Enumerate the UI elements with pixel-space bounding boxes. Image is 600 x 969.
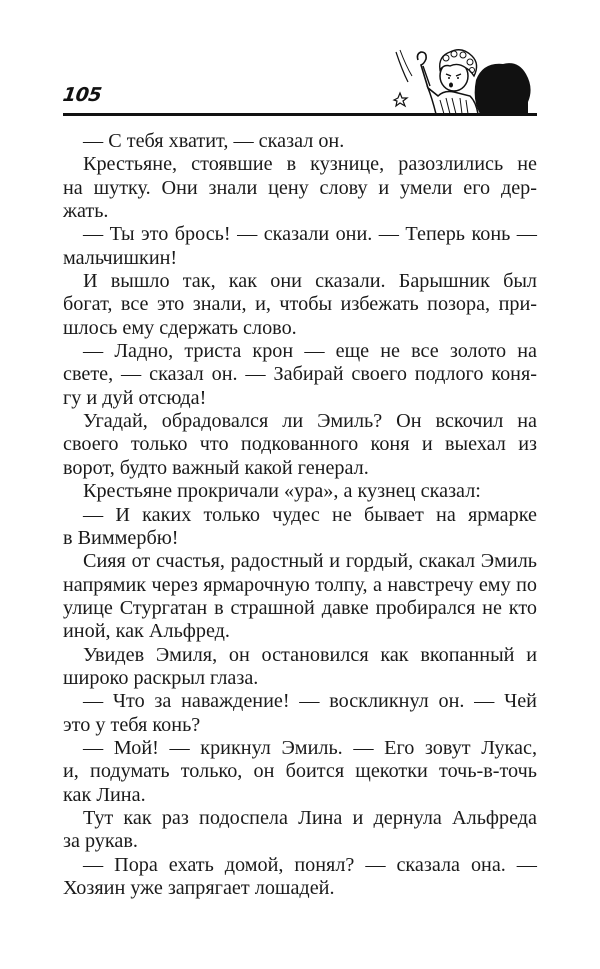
text-line: — Мой! — крикнул Эмиль. — Его зовут Лукас, xyxy=(83,736,537,759)
text-line: и, подумать только, он боится щекотки точь-в-точь xyxy=(63,760,537,783)
text-line: богат, все это знали, и, чтобы избежать позора, при- xyxy=(63,293,537,316)
text-line: в Виммербю! xyxy=(63,526,179,549)
text-line: своего только что подкованного коня и выехал из xyxy=(63,433,537,456)
text-line: жать. xyxy=(63,200,109,223)
text-line: — С тебя хватит, — сказал он. xyxy=(83,130,345,152)
text-line: — Ладно, триста крон — еще не все золото на xyxy=(83,340,537,363)
text-line: за рукав. xyxy=(63,830,138,853)
text-line: улице Стургатан в страшной давке пробирался не кто xyxy=(63,596,537,619)
text-line: шлось ему сдержать слово. xyxy=(63,316,297,339)
text-line: на шутку. Они знали цену слову и умели его дер- xyxy=(63,176,537,199)
text-line: ворот, будто важный какой генерал. xyxy=(63,456,369,479)
text-line: свете, — сказал он. — Забирай своего подлого коня- xyxy=(63,363,537,386)
text-line: Крестьяне, стоявшие в кузнице, разозлились не xyxy=(83,153,537,176)
text-line: — Что за наваждение! — воскликнул он. — Чей xyxy=(83,690,537,713)
text-line: иной, как Альфред. xyxy=(63,620,230,643)
boy-shaking-fist-icon xyxy=(388,40,538,116)
page-number: 105 xyxy=(61,84,103,106)
text-line: напрямик через ярмарочную толпу, а навстречу ему по xyxy=(63,573,537,596)
text-line: Хозяин уже запрягает лошадей. xyxy=(63,877,335,899)
text-line: гу и дуй отсюда! xyxy=(63,386,207,409)
text-line: как Лина. xyxy=(63,783,146,806)
text-line: — Ты это брось! — сказали они. — Теперь конь — xyxy=(83,223,537,246)
text-line: Крестьяне прокричали «ура», а кузнец сказал: xyxy=(83,480,481,503)
text-line: Угадай, обрадовался ли Эмиль? Он вскочил на xyxy=(83,410,537,433)
text-line: широко раскрыл глаза. xyxy=(63,666,259,689)
text-line: Сияя от счастья, радостный и гордый, скакал Эмиль xyxy=(83,550,537,573)
text-line: — И каких только чудес не бывает на ярмарке xyxy=(83,503,537,526)
text-line: Увидев Эмиля, он остановился как вкопанный и xyxy=(83,643,537,666)
text-line: это у тебя конь? xyxy=(63,713,201,736)
header-rule xyxy=(63,113,537,116)
text-line: мальчишкин! xyxy=(63,246,178,269)
text-line: Тут как раз подоспела Лина и дернула Альфреда xyxy=(83,806,537,829)
body-text xyxy=(63,130,537,900)
text-line: — Пора ехать домой, понял? — сказала она. — xyxy=(83,853,537,876)
text-line: И вышло так, как они сказали. Барышник был xyxy=(83,270,537,293)
